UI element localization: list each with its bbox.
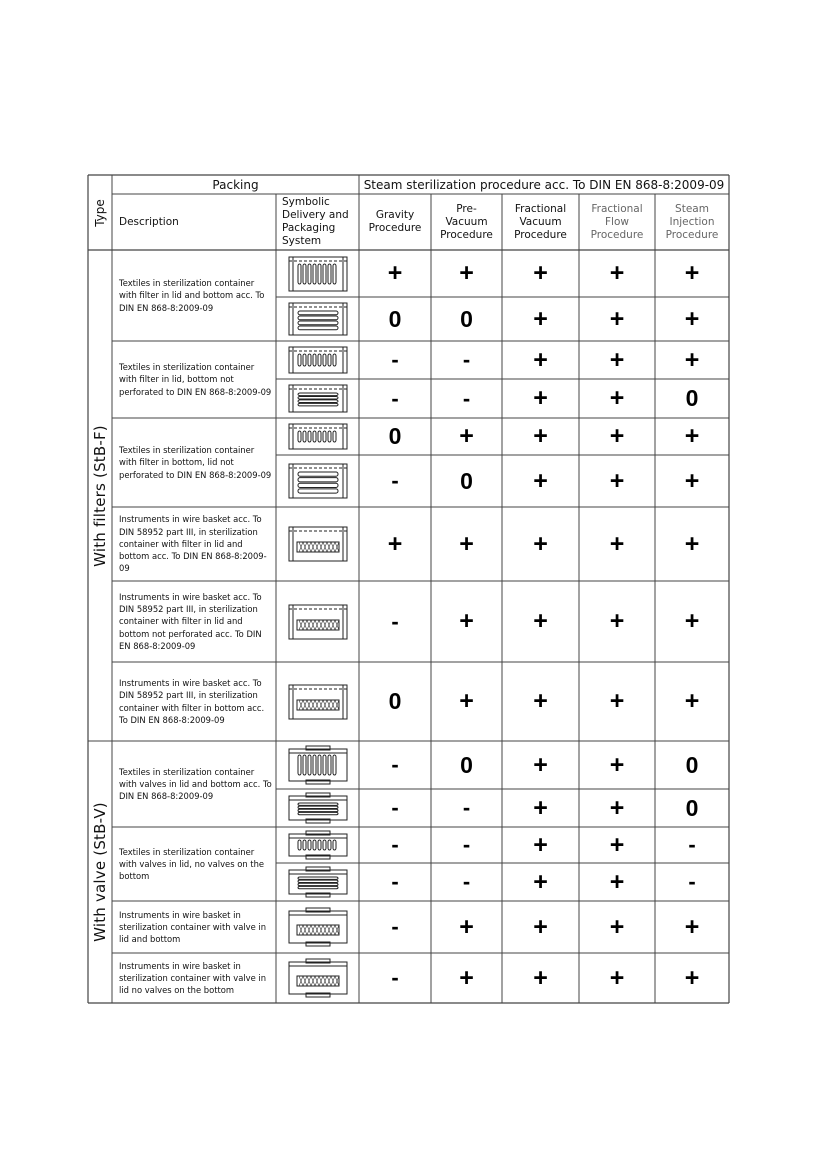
procedure-value: + xyxy=(533,529,548,558)
procedure-header-5: Steam Injection Procedure xyxy=(665,202,719,241)
valve-textile-folded-icon xyxy=(281,866,355,902)
procedure-value: 0 xyxy=(388,305,402,332)
valve-textile-upright-icon xyxy=(281,830,355,864)
procedure-value: + xyxy=(533,304,548,333)
textile-container-upright-icon xyxy=(281,421,355,456)
procedure-value: 0 xyxy=(388,688,402,714)
procedure-value: + xyxy=(459,687,474,715)
procedure-value: + xyxy=(684,259,700,287)
procedure-value: + xyxy=(459,529,474,558)
procedure-value: - xyxy=(391,468,399,493)
procedure-value: + xyxy=(533,963,548,992)
procedure-value: + xyxy=(609,259,625,287)
row-description: Instruments in wire basket acc. To DIN 58952 part III, in sterilization container with filter in lid and bottom not perforated acc. To DIN EN 868-8:2009-09 xyxy=(119,591,262,651)
textile-container-upright-icon xyxy=(281,254,355,298)
procedure-value: - xyxy=(391,752,399,777)
procedure-value: - xyxy=(462,795,471,820)
procedure-value: + xyxy=(609,345,625,374)
procedure-value: + xyxy=(609,793,625,822)
procedure-value: + xyxy=(533,687,548,715)
procedure-value: + xyxy=(533,830,548,859)
procedure-value: + xyxy=(609,963,625,992)
procedure-value: 0 xyxy=(685,385,699,411)
group-label-1: With filters (StB-F) xyxy=(91,424,109,567)
procedure-value: + xyxy=(533,384,548,412)
procedure-value: + xyxy=(684,466,700,495)
textile-container-folded-icon xyxy=(281,461,355,505)
procedure-value: - xyxy=(462,832,471,857)
group-label-2: With valve (StB-V) xyxy=(91,802,109,942)
procedure-value: + xyxy=(533,607,548,635)
wire-basket-container-icon xyxy=(281,602,355,646)
row-description: Instruments in wire basket acc. To DIN 58952 part III, in sterilization container with filter in bottom acc. To DIN EN 868-8:2009-09 xyxy=(119,678,265,725)
row-description: Textiles in sterilization container with filter in bottom, lid not perforated to DIN EN 868-8:2009-09 xyxy=(119,445,272,480)
procedure-value: 0 xyxy=(460,751,473,778)
procedure-title: Steam sterilization procedure acc. To DIN EN 868-8:2009-09 xyxy=(363,177,725,192)
row-description: Instruments in wire basket in sterilization container with valve in lid no valves on the bottom xyxy=(119,960,267,996)
textile-container-folded-icon xyxy=(281,382,355,419)
procedure-value: + xyxy=(533,750,548,779)
procedure-value: + xyxy=(609,912,625,941)
row-description: Instruments in wire basket in sterilization container with valve in lid and bottom xyxy=(119,909,267,945)
procedure-value: + xyxy=(609,384,625,412)
procedure-value: + xyxy=(533,793,548,822)
procedure-value: + xyxy=(387,259,403,287)
textile-container-folded-icon xyxy=(281,300,355,342)
procedure-value: + xyxy=(609,607,625,635)
procedure-value: + xyxy=(387,529,403,558)
procedure-value: + xyxy=(459,912,474,941)
procedure-value: + xyxy=(609,466,625,495)
procedure-value: + xyxy=(684,607,700,635)
row-description: Textiles in sterilization container with filter in lid and bottom acc. To DIN EN 868-8:2009-09 xyxy=(119,278,265,313)
valve-wire-basket-icon xyxy=(281,907,355,951)
procedure-value: + xyxy=(533,912,548,941)
procedure-header-2: Pre-Vacuum Procedure xyxy=(440,202,493,241)
procedure-value: - xyxy=(391,385,399,411)
procedure-value: 0 xyxy=(685,751,699,778)
procedure-value: - xyxy=(391,869,399,894)
valve-wire-basket-icon xyxy=(281,958,355,1002)
procedure-value: - xyxy=(688,832,696,857)
procedure-value: + xyxy=(459,259,474,287)
description-header: Description xyxy=(119,215,179,228)
procedure-value: + xyxy=(533,867,548,896)
procedure-value: - xyxy=(391,965,399,990)
procedure-value: + xyxy=(684,304,700,333)
packing-header: Packing xyxy=(212,177,259,192)
procedure-value: - xyxy=(391,795,399,820)
procedure-value: + xyxy=(609,422,625,450)
procedure-value: 0 xyxy=(460,305,473,332)
symbolic-header: Symbolic Delivery and Packaging System xyxy=(282,196,349,247)
procedure-value: + xyxy=(459,422,474,450)
procedure-value: - xyxy=(688,869,696,894)
procedure-value: - xyxy=(391,608,399,634)
valve-textile-upright-icon xyxy=(281,745,355,789)
procedure-value: - xyxy=(391,832,399,857)
procedure-value: - xyxy=(462,869,471,894)
procedure-header-1: Gravity Procedure xyxy=(368,209,422,234)
procedure-value: + xyxy=(609,830,625,859)
procedure-header-3: Fractional Vacuum Procedure xyxy=(514,202,567,241)
procedure-value: - xyxy=(462,347,471,372)
procedure-value: + xyxy=(609,304,625,333)
procedure-value: + xyxy=(684,687,700,715)
procedure-value: + xyxy=(609,867,625,896)
procedure-value: + xyxy=(684,963,700,992)
procedure-value: - xyxy=(462,385,471,411)
valve-textile-folded-icon xyxy=(281,792,355,828)
procedure-value: + xyxy=(533,259,548,287)
row-description: Textiles in sterilization container with filter in lid, bottom not perforated to DIN EN 868-8:2009-09 xyxy=(119,362,272,397)
procedure-value: - xyxy=(391,914,399,939)
procedure-value: - xyxy=(391,347,399,372)
procedure-value: + xyxy=(609,687,625,715)
wire-basket-flat-container-icon xyxy=(281,682,355,726)
wire-basket-container-icon xyxy=(281,524,355,568)
procedure-value: + xyxy=(533,422,548,450)
type-header: Type xyxy=(93,198,107,227)
procedure-value: + xyxy=(533,466,548,495)
procedure-value: + xyxy=(684,912,700,941)
procedure-value: 0 xyxy=(388,423,402,449)
procedure-value: + xyxy=(459,607,474,635)
row-description: Textiles in sterilization container with valves in lid, no valves on the bottom xyxy=(119,846,265,882)
textile-container-upright-icon xyxy=(281,344,355,380)
row-description: Instruments in wire basket acc. To DIN 58952 part III, in sterilization container with filter in lid and bottom acc. To DIN EN 868-8:2009-09 xyxy=(119,514,267,574)
procedure-value: 0 xyxy=(460,467,473,494)
procedure-value: + xyxy=(684,529,700,558)
procedure-value: + xyxy=(684,345,700,374)
procedure-value: + xyxy=(609,529,625,558)
row-description: Textiles in sterilization container with valves in lid and bottom acc. To DIN EN 868-8:2009-09 xyxy=(119,766,272,802)
procedure-value: + xyxy=(459,963,474,992)
procedure-value: + xyxy=(609,750,625,779)
procedure-value: + xyxy=(684,422,700,450)
procedure-value: 0 xyxy=(685,794,699,821)
procedure-header-4: Fractional Flow Procedure xyxy=(590,202,644,241)
procedure-value: + xyxy=(533,345,548,374)
